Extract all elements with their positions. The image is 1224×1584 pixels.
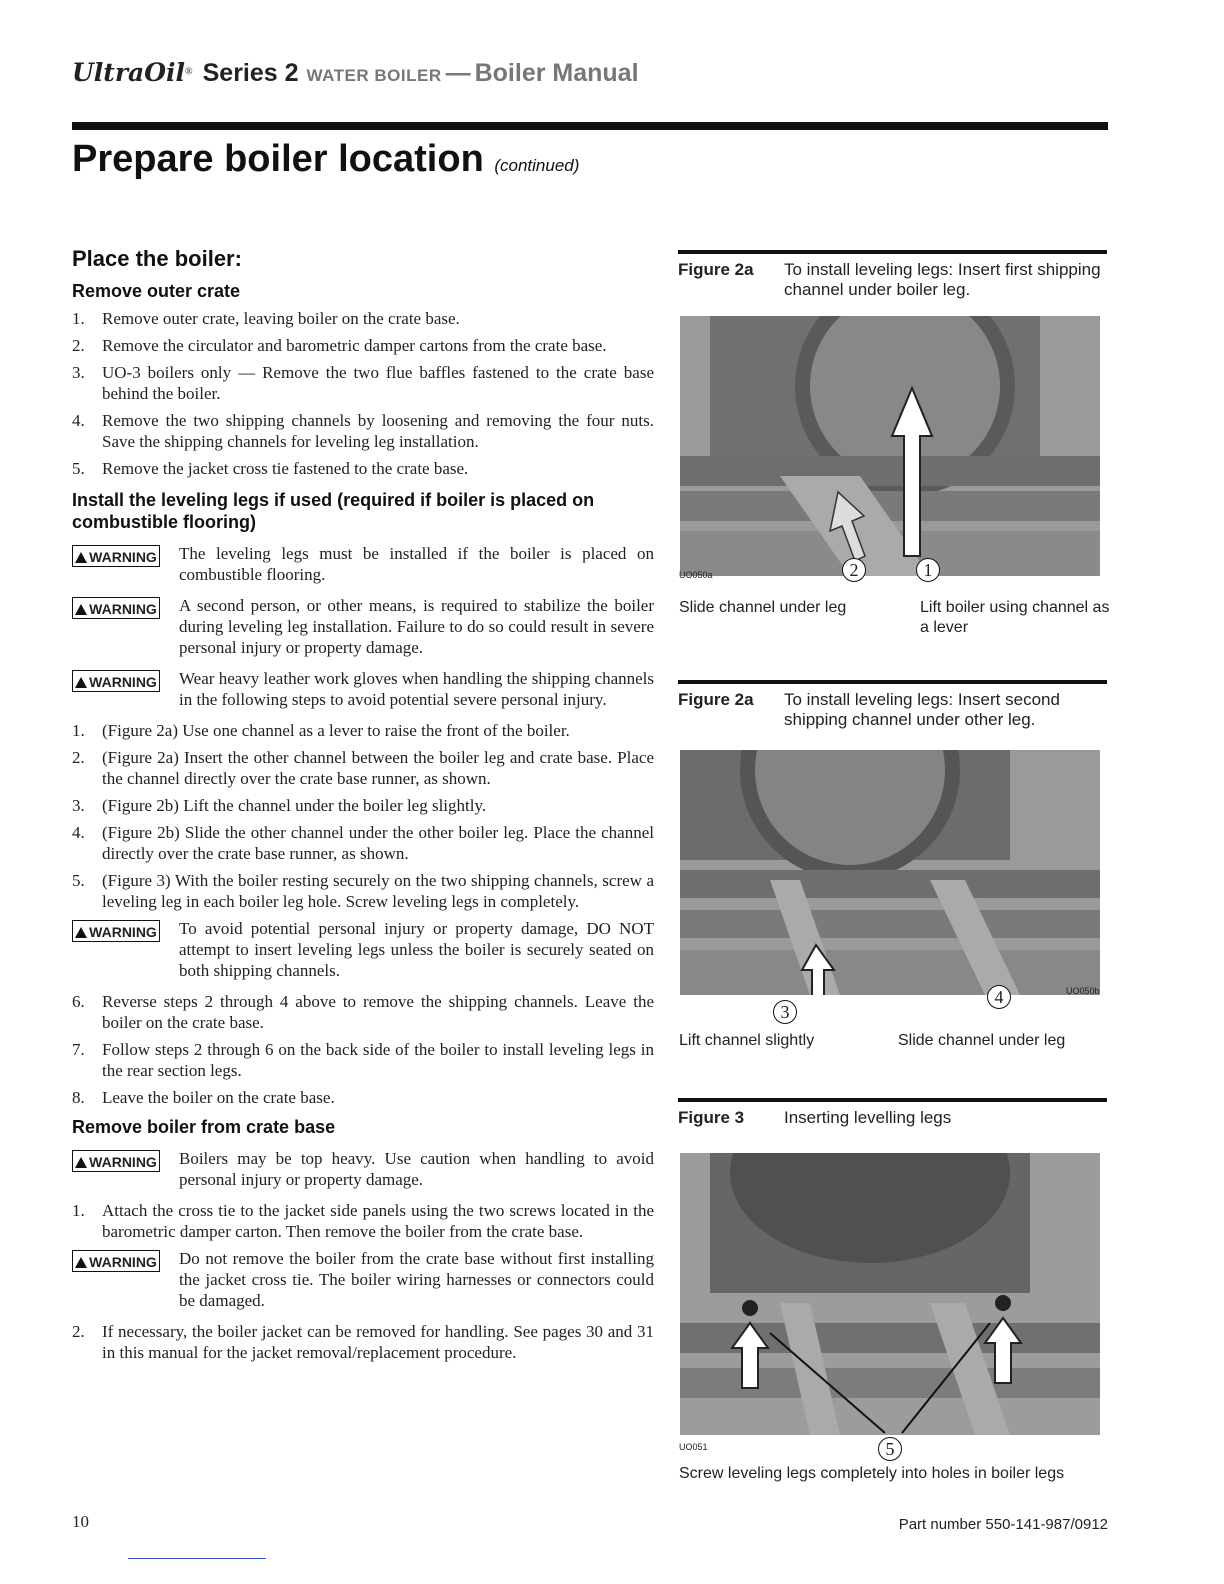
figure-2a-photo (680, 316, 1100, 576)
figure-label: Figure 2a (678, 690, 754, 709)
boiler-crate-illustration (680, 316, 1100, 576)
callout-number: 1 (916, 558, 940, 582)
remove-crate-title: Remove outer crate (72, 281, 241, 301)
callout-slide-channel: Slide channel under leg (898, 1032, 1066, 1049)
list-item: 2. (Figure 2a) Insert the other channel between the boiler leg and crate base. Place the channel directly over the crate base runner, as shown. (72, 748, 654, 788)
warning-block: WARNING The leveling legs must be installed if the boiler is placed on combustible flooring. (72, 543, 654, 585)
image-id: UO051 (679, 1442, 708, 1452)
warning-triangle-icon (75, 677, 87, 688)
leveling-title: Install the leveling legs if used (required if boiler is placed on combustible flooring) (72, 490, 595, 532)
remove-base-title: Remove boiler from crate base (72, 1117, 336, 1137)
list-item: 3. (Figure 2b) Lift the channel under the boiler leg slightly. (72, 796, 487, 815)
registered-mark: ® (185, 66, 193, 78)
figure-label: Figure 2a (678, 260, 754, 279)
list-item: 5. (Figure 3) With the boiler resting securely on the two shipping channels, screw a leveling leg in each boiler leg hole. Screw leveling legs in completely. (72, 871, 654, 911)
list-item: 8. Leave the boiler on the crate base. (72, 1088, 335, 1107)
warning-block: WARNING To avoid potential personal injury or property damage, DO NOT attempt to insert leveling legs unless the boiler is securely seated on both shipping channels. (72, 918, 654, 981)
warning-block: WARNING Wear heavy leather work gloves when handling the shipping channels in the following steps to avoid potential severe personal injury. (72, 668, 654, 710)
list-item: 2. If necessary, the boiler jacket can be removed for handling. See pages 30 and 31 in this manual for the jacket removal/replacement procedure. (72, 1322, 654, 1362)
footer-link-underline (128, 1558, 266, 1559)
page-number: 10 (72, 1512, 89, 1531)
remove-base-step-1 (72, 1200, 654, 1242)
list-item: 3. UO-3 boilers only — Remove the two flue baffles fastened to the crate base behind the boiler. (72, 363, 654, 403)
figure-rule (678, 1098, 1107, 1102)
callout-screw-legs: Screw leveling legs completely into holes in boiler legs (679, 1465, 1065, 1482)
callout-number: 4 (987, 985, 1011, 1009)
list-item: 1. Attach the cross tie to the jacket side panels using the two screws located in the barometric damper carton. Then remove the boiler from the crate base. (72, 1201, 654, 1241)
page-title-suffix: (continued) (494, 156, 580, 175)
header-rule (72, 122, 1108, 130)
part-number: Part number 550-141-987/0912 (898, 1516, 1108, 1533)
list-item: 5. Remove the jacket cross tie fastened to the crate base. (72, 459, 469, 478)
leveling-legs-illustration (680, 1153, 1100, 1435)
boiler-crate-illustration (680, 750, 1100, 995)
series-label: Series 2 (202, 59, 299, 87)
section-title: Place the boiler: (72, 246, 242, 271)
manual-label: Boiler Manual (474, 59, 639, 87)
header-dash: — (445, 59, 471, 87)
remove-base-step-2 (72, 1321, 654, 1363)
page-title-text: Prepare boiler location (72, 138, 484, 180)
list-item: 7. Follow steps 2 through 6 on the back side of the boiler to install leveling legs in the rear section legs. (72, 1040, 654, 1080)
warning-badge: WARNING (72, 920, 160, 942)
instructions-column (72, 246, 654, 1369)
callout-slide-channel: Slide channel under leg (679, 599, 847, 616)
warning-triangle-icon (75, 1257, 87, 1268)
figure-caption (678, 1108, 1107, 1128)
list-item: 4. Remove the two shipping channels by loosening and removing the four nuts. Save the shipping channels for leveling leg installation. (72, 411, 654, 451)
warning-block: WARNING A second person, or other means, is required to stabilize the boiler during leveling leg installation. Failure to do so could result in severe personal injury or property damage. (72, 595, 654, 658)
figure-2a-second (678, 680, 1107, 730)
figure-caption-text: Inserting levelling legs (784, 1108, 952, 1127)
warning-badge: WARNING (72, 1250, 160, 1272)
figure-2b-photo (680, 750, 1100, 995)
warning-triangle-icon (75, 552, 87, 563)
callout-number: 5 (878, 1437, 902, 1461)
list-item: 1. Remove outer crate, leaving boiler on the crate base. (72, 309, 460, 328)
running-header (72, 58, 1112, 94)
warning-badge: WARNING (72, 670, 160, 692)
figure-rule (678, 250, 1107, 254)
figure-3-photo (680, 1153, 1100, 1435)
page-title (72, 138, 579, 181)
figure-caption (678, 260, 1107, 300)
callout-lift-channel: Lift channel slightly (679, 1032, 815, 1049)
figure-3 (678, 1098, 1107, 1128)
warning-triangle-icon (75, 604, 87, 615)
warning-block: WARNING Boilers may be top heavy. Use caution when handling to avoid personal injury or property damage. (72, 1148, 654, 1190)
brand-logo: UltraOil (72, 58, 185, 87)
callout-lift-boiler: Lift boiler using channel as a lever (920, 599, 1110, 636)
figure-label: Figure 3 (678, 1108, 745, 1127)
figure-2a-first (678, 250, 1107, 300)
figure-rule (678, 680, 1107, 684)
image-id: UO050a (679, 570, 713, 580)
figure-caption-text: To install leveling legs: Insert first shipping channel under boiler leg. (784, 260, 1101, 299)
warning-block: WARNING Do not remove the boiler from the crate base without first installing the jacket cross tie. The boiler wiring harnesses or connectors could be damaged. (72, 1248, 654, 1311)
callout-number: 2 (842, 558, 866, 582)
warning-badge: WARNING (72, 545, 160, 567)
water-boiler-label: WATER BOILER (306, 66, 442, 85)
remove-crate-steps (72, 308, 654, 479)
figure-caption (678, 690, 1107, 730)
list-item: 6. Reverse steps 2 through 4 above to remove the shipping channels. Leave the boiler on the crate base. (72, 992, 654, 1032)
warning-badge: WARNING (72, 1150, 160, 1172)
figure-caption-text: To install leveling legs: Insert second shipping channel under other leg. (784, 690, 1060, 729)
callout-number: 3 (773, 1000, 797, 1024)
list-item: 4. (Figure 2b) Slide the other channel under the other boiler leg. Place the channel directly over the crate base runner, as shown. (72, 823, 654, 863)
list-item: 2. Remove the circulator and barometric damper cartons from the crate base. (72, 336, 607, 355)
list-item: 1. (Figure 2a) Use one channel as a lever to raise the front of the boiler. (72, 721, 570, 740)
warning-triangle-icon (75, 927, 87, 938)
image-id: UO050b (1066, 986, 1100, 996)
leveling-steps (72, 720, 654, 912)
warning-triangle-icon (75, 1157, 87, 1168)
leveling-steps-continued (72, 991, 654, 1108)
warning-badge: WARNING (72, 597, 160, 619)
